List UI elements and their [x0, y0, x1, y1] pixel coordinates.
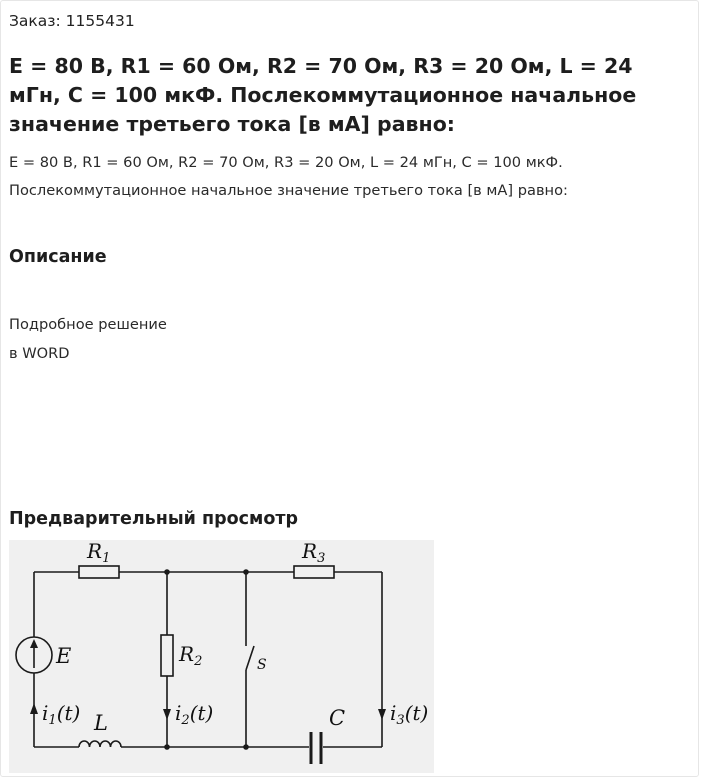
node [243, 744, 249, 750]
order-number: Заказ: 1155431 [9, 12, 135, 30]
switch-s [246, 646, 254, 670]
label-i2: $i_2(t)$ [175, 701, 214, 728]
page-title: E = 80 В, R1 = 60 Ом, R2 = 70 Ом, R3 = 20 Ом, L = 24 мГн, C = 100 мкФ. Послекоммутационное начальное значение третьего тока [в мА] равно: [9, 54, 637, 136]
node [243, 569, 249, 575]
description-line: Подробное решение [9, 316, 167, 333]
label-i1: $i_1(t)$ [42, 701, 81, 728]
label-l: L [94, 711, 108, 735]
question-text: E = 80 В, R1 = 60 Ом, R2 = 70 Ом, R3 = 20 Ом, L = 24 мГн, C = 100 мкФ. Послекоммутационное начальное значение третьего тока [в мА] равно: [9, 154, 568, 199]
resistor-r1 [79, 566, 119, 578]
current-arrow-i2 [163, 709, 171, 720]
label-s: S [257, 657, 267, 673]
label-e: E [56, 644, 72, 668]
preview-heading: Предварительный просмотр [9, 509, 299, 529]
resistor-r3 [294, 566, 334, 578]
current-arrow-i1 [30, 703, 38, 714]
node [164, 744, 170, 750]
resistor-r2 [161, 635, 173, 676]
node [164, 569, 170, 575]
preview-image [9, 540, 434, 773]
description-heading: Описание [9, 247, 107, 267]
label-r3: $R_3$ [302, 540, 326, 566]
label-c: C [329, 706, 346, 730]
description-text [9, 311, 167, 368]
current-arrow-i3 [378, 709, 386, 720]
label-r2: $R_2$ [179, 642, 203, 669]
label-r1: $R_1$ [87, 540, 111, 566]
label-i3: $i_3(t)$ [390, 701, 429, 728]
description-line: в WORD [9, 344, 70, 362]
circuit-diagram [9, 540, 434, 773]
inductor-l [79, 741, 121, 747]
